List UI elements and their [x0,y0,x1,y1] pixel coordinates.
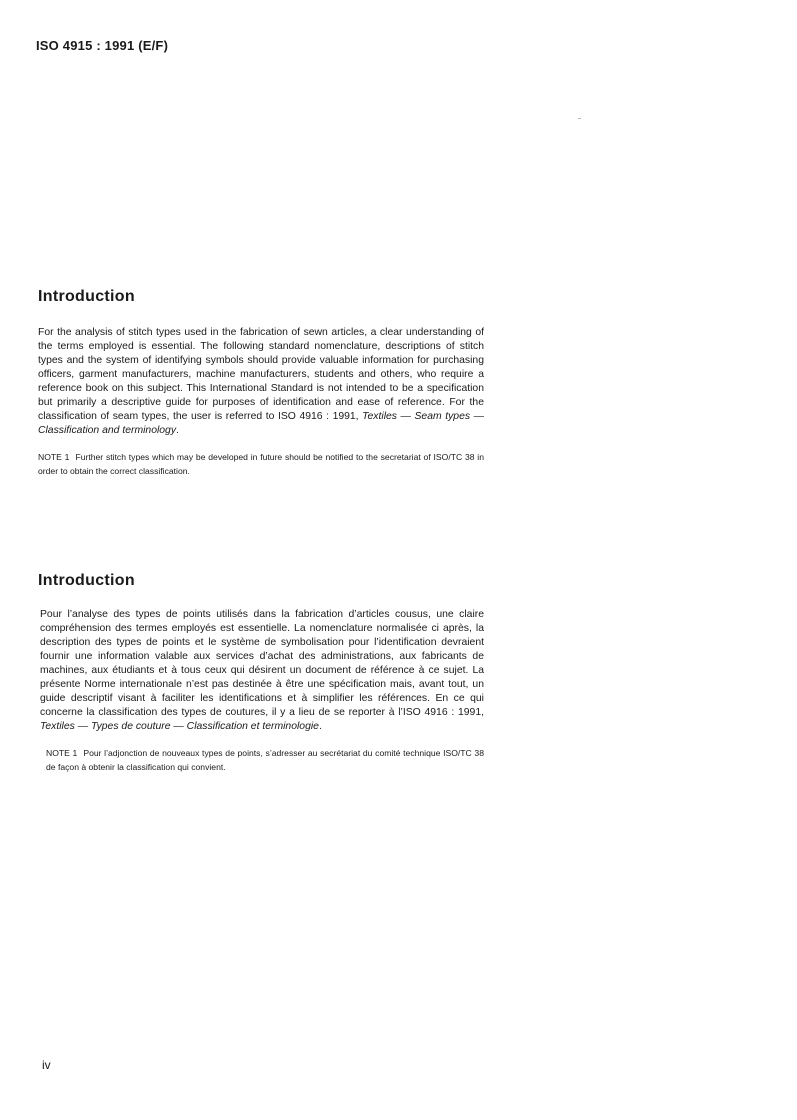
introduction-english [38,288,484,478]
introduction-paragraph-french [38,608,484,734]
paragraph-end: . [176,425,179,436]
seam-standard-title: Textiles — Types de couture — Classification et terminologie [40,721,319,732]
paragraph-text: For the analysis of stitch types used in the fabrication of sewn articles, a clear understanding of the terms employed is essential. The following standard nomenclature, descriptions of stitch types and the system of identifying symbols should provide valuable information for purchasing officers, garment manufacturers, machine manufacturers, students and others, who require a reference book on this subject. This International Standard is not intended to be a specification but primarily a descriptive guide for purposes of identification and ease of reference. For the classification of seam types, the user is referred to ISO 4916 : 1991, [38,327,484,422]
note-french [38,746,484,774]
introduction-heading-french: Introduction [38,572,135,589]
note-label: NOTE 1 [46,748,78,758]
paragraph-end: . [318,721,322,732]
note-text: Further stitch types which may be developed in future should be notified to the secretariat of ISO/TC 38 in order to obtain the correct classification. [38,452,484,476]
introduction-french [38,572,484,774]
note-english [38,450,484,478]
document-id-header: ISO 4915 : 1991 (E/F) [36,38,169,53]
introduction-paragraph-english [38,326,484,438]
paragraph-text: Pour l’analyse des types de points utilisés dans la fabrication d’articles cousus, une claire compréhension des termes employés est essentielle. La nomenclature normalisée ci après, la description des types de points et le système de symbolisation pour l’identification devraient fournir une information valable aux services d’achat des administrations, aux fabricants de machines, aux étudiants et à tous ceux qui désirent un document de référence à ce sujet. La présente Norme internationale n’est pas destinée à être une spécification mais, avant tout, un guide descriptif visant à faciliter les identifications et à simplifier les références. En ce qui concerne la classification des types de coutures, il y a lieu de se reporter à l’ISO 4916 : 1991, [40,609,484,718]
note-label: NOTE 1 [38,452,70,462]
introduction-heading-english: Introduction [38,288,135,305]
note-text: Pour l’adjonction de nouveaux types de points, s’adresser au secrétariat du comité technique ISO/TC 38 de façon à obtenir la classification qui convient. [46,748,484,772]
seam-standard-title: Textiles — Seam types — Classification and terminology [38,411,484,436]
page-number: iv [42,1058,51,1072]
scan-speck [578,118,581,119]
